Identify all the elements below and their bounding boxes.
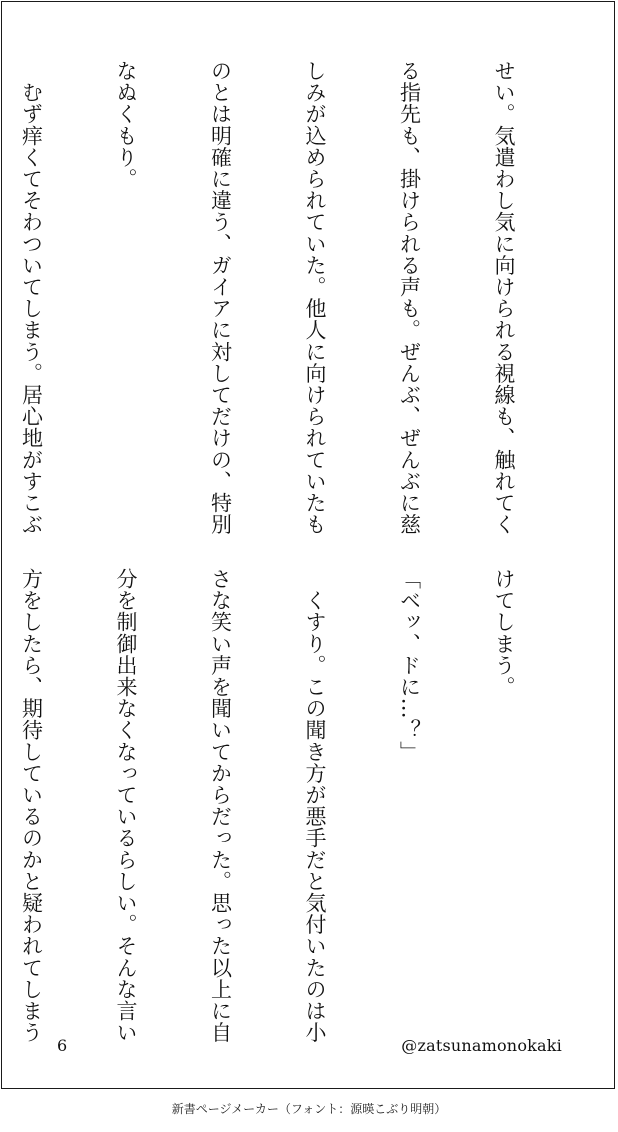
text-line: る指先も、掛けられる声も。ぜんぶ、ぜんぶに慈 — [397, 60, 422, 536]
book-page — [1, 1, 615, 1089]
lower-text-block — [19, 568, 582, 1044]
text-line: なぬくもり。 — [114, 60, 138, 190]
page-number: 6 — [57, 1036, 68, 1055]
text-line: しみが込められていた。他人に向けられていたも — [303, 60, 327, 536]
text-line: のとは明確に違う、ガイアに対してだけの、特別 — [208, 60, 233, 536]
author-handle: @zatsunamonokaki — [401, 1036, 562, 1055]
text-line: 方をしたら、期待しているのかと疑われてしまう — [19, 568, 44, 1044]
text-line: むず痒くてそわついてしまう。居心地がすこぶ — [19, 60, 44, 536]
text-line: くすり。この聞き方が悪手だと気付いたのは小 — [303, 568, 327, 1044]
text-line: せい。気遣わし気に向けられる視線も、触れてく — [492, 60, 516, 536]
footer-caption: 新書ページメーカー（フォント：源暎こぶり明朝） — [171, 1102, 447, 1116]
upper-text-block — [19, 60, 582, 536]
text-line: けてしまう。 — [492, 568, 516, 698]
text-line: さな笑い声を聞いてからだった。思った以上に自 — [208, 568, 233, 1044]
text-line: 「ベッ、ドに…？」 — [397, 568, 422, 763]
text-line: 分を制御出来なくなっているらしい。そんな言い — [114, 568, 138, 1044]
